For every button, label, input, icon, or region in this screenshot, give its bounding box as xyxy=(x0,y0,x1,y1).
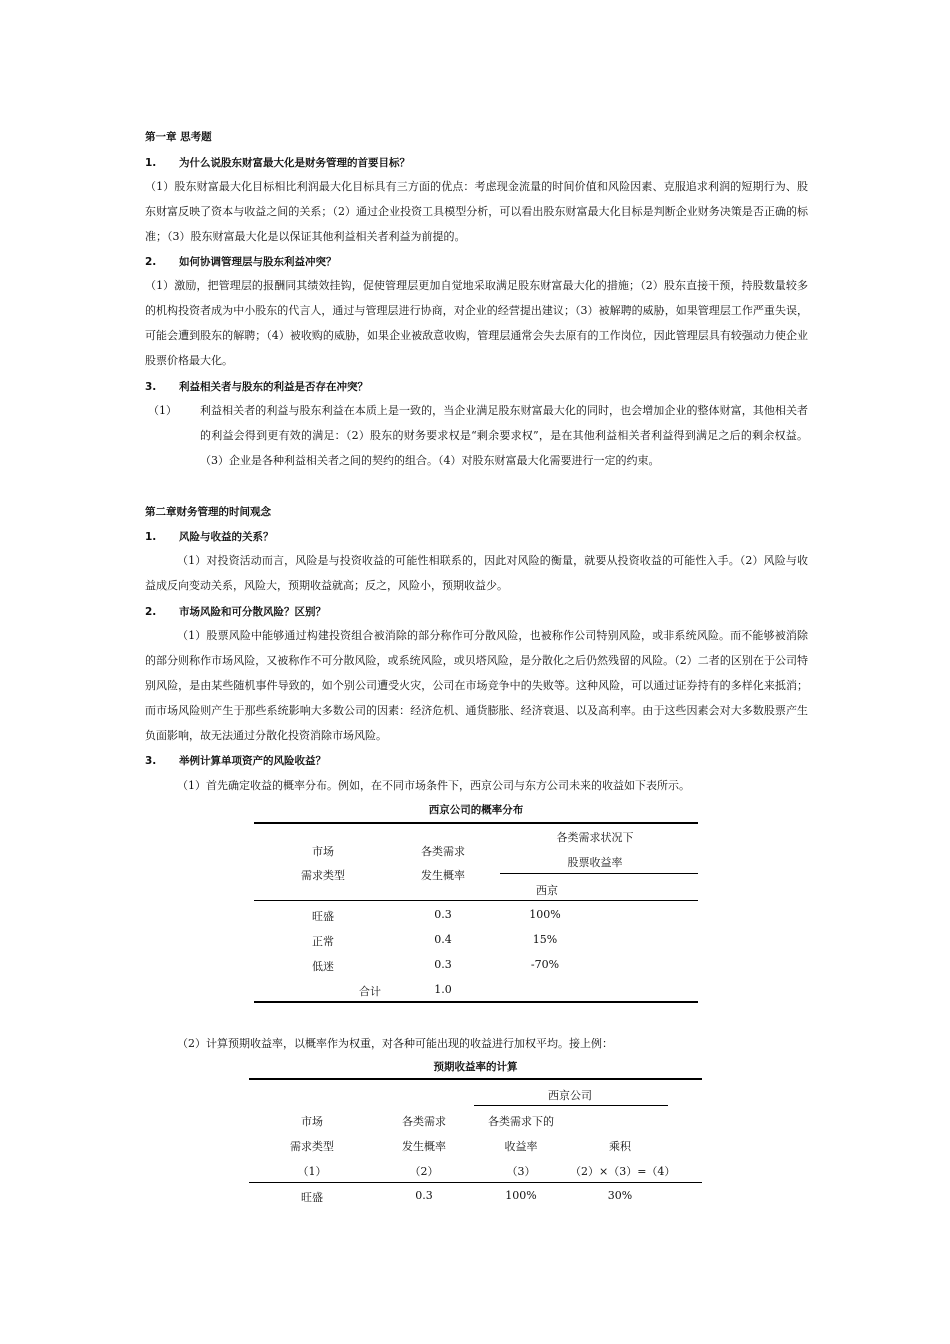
ch1-answer-1: （1）股东财富最大化目标相比利润最大化目标具有三方面的优点：考虑现金流量的时间价值和风险因素、克服追求利润的短期行为、股东财富反映了资本与收益之间的关系；（2）通过企业投资工具模型分析，可以看出股东财富最大化目标是判断企业财务决策是否正确的标准；（3）股东财富最大化是以保证其他利益相关者利益为前提的。 xyxy=(145,180,808,243)
t1-cell-ret: 15% xyxy=(532,933,558,946)
t2-header-rule xyxy=(249,1182,702,1183)
t2-cell-prod: 30% xyxy=(607,1189,633,1202)
ch2-step-1: （1）首先确定收益的概率分布。例如，在不同市场条件下，西京公司与东方公司未来的收益如下表所示。 xyxy=(177,779,690,792)
table-1-top-rule xyxy=(254,822,698,824)
t1-header-market-1: 市场 xyxy=(312,845,334,858)
t1-header-subrule xyxy=(500,873,698,874)
question-number: 1. xyxy=(145,531,157,543)
ch1-answer-2: （1）激励，把管理层的报酬同其绩效挂钩，促使管理层更加自觉地采取满足股东财富最大化的措施；（2）股东直接干预，持股数量较多的机构投资者成为中小股东的代言人，通过与管理层进行协商，对企业的经营提出建议；（3）被解聘的威胁，如果管理层工作严重失误，可能会遭到股东的解聘；（4）被收购的威胁，如果企业被敌意收购，管理层通常会失去原有的工作岗位，因此管理层具有较强动力使企业股票价格最大化。 xyxy=(145,279,808,367)
table-2-top-rule xyxy=(249,1078,702,1080)
t1-total-label: 合计 xyxy=(359,985,381,998)
t2-header-prod-2: （2）×（3）=（4） xyxy=(570,1165,676,1178)
t2-header-ret-3: （3） xyxy=(506,1165,536,1178)
t1-header-ret-2: 股票收益率 xyxy=(567,856,623,869)
t1-cell-type: 正常 xyxy=(312,935,334,948)
table-1-title: 西京公司的概率分布 xyxy=(428,804,524,816)
question-number: 3. xyxy=(145,755,157,767)
question-text: 如何协调管理层与股东利益冲突？ xyxy=(179,256,337,268)
table-2-title: 预期收益率的计算 xyxy=(433,1061,518,1073)
ch1-question-1 xyxy=(145,155,410,170)
t1-header-ret-1: 各类需求状况下 xyxy=(556,831,634,844)
t1-header-rule xyxy=(254,900,698,901)
ch2-question-2 xyxy=(145,604,326,619)
question-text: 风险与收益的关系？ xyxy=(179,531,274,543)
question-text: 为什么说股东财富最大化是财务管理的首要目标？ xyxy=(179,157,410,169)
question-text: 举例计算单项资产的风险收益？ xyxy=(179,755,326,767)
t2-header-prob-1: 各类需求 xyxy=(402,1115,446,1128)
t2-cell-type: 旺盛 xyxy=(301,1191,323,1204)
ch2-step-2: （2）计算预期收益率，以概率作为权重，对各种可能出现的收益进行加权平均。接上例： xyxy=(177,1037,613,1050)
chapter2-title: 第二章财务管理的时间观念 xyxy=(145,506,271,518)
t1-cell-prob: 0.3 xyxy=(434,958,452,971)
t2-header-ret-2: 收益率 xyxy=(504,1140,538,1153)
t1-cell-type: 旺盛 xyxy=(312,910,334,923)
t1-header-prob-1: 各类需求 xyxy=(421,845,465,858)
ch1-question-2 xyxy=(145,254,337,269)
t2-header-prob-2: 发生概率 xyxy=(402,1140,446,1153)
question-text: 利益相关者与股东的利益是否存在冲突？ xyxy=(179,381,368,393)
question-number: 3. xyxy=(145,381,157,393)
table-1-bottom-rule xyxy=(254,1001,698,1003)
t2-header-market-1: 市场 xyxy=(301,1115,323,1128)
t2-header-subrule xyxy=(474,1105,668,1106)
question-text: 市场风险和可分散风险？区别？ xyxy=(179,606,326,618)
ch1-answer-3-marker: （1） xyxy=(148,404,177,417)
t2-cell-ret: 100% xyxy=(505,1189,537,1202)
t1-header-market-2: 需求类型 xyxy=(301,869,345,882)
ch2-question-3 xyxy=(145,753,326,768)
question-number: 2. xyxy=(145,256,157,268)
t1-cell-prob: 0.4 xyxy=(434,933,452,946)
question-number: 2. xyxy=(145,606,157,618)
t1-cell-type: 低迷 xyxy=(312,960,334,973)
ch1-question-3 xyxy=(145,379,368,394)
t2-header-ret-1: 各类需求下的 xyxy=(488,1115,554,1128)
t2-header-prod-1: 乘积 xyxy=(609,1140,631,1153)
t2-header-market-2: 需求类型 xyxy=(290,1140,334,1153)
t1-header-prob-2: 发生概率 xyxy=(421,869,465,882)
t1-cell-ret: 100% xyxy=(529,908,561,921)
t2-header-prob-3: （2） xyxy=(409,1165,439,1178)
t1-cell-ret: -70% xyxy=(530,958,560,971)
t2-header-market-3: （1） xyxy=(297,1165,327,1178)
ch1-answer-3: 利益相关者的利益与股东利益在本质上是一致的，当企业满足股东财富最大化的同时，也会增加企业的整体财富，其他相关者的利益会得到更有效的满足：（2）股东的财务要求权是“剩余要求权”，是在其他利益相关者利益得到满足之后的剩余权益。（3）企业是各种利益相关者之间的契约的组合。（4）对股东财富最大化需要进行一定的约束。 xyxy=(200,404,808,467)
t2-cell-prob: 0.3 xyxy=(415,1189,433,1202)
question-number: 1. xyxy=(145,157,157,169)
ch2-question-1 xyxy=(145,529,274,544)
chapter1-title: 第一章 思考题 xyxy=(145,131,212,143)
ch2-answer-1: （1）对投资活动而言，风险是与投资收益的可能性相联系的，因此对风险的衡量，就要从投资收益的可能性入手。（2）风险与收益成反向变动关系，风险大，预期收益就高；反之，风险小，预期收益少。 xyxy=(145,554,808,592)
t1-cell-prob: 0.3 xyxy=(434,908,452,921)
t1-header-sub: 西京 xyxy=(536,884,558,897)
t2-header-company: 西京公司 xyxy=(548,1089,592,1102)
ch2-answer-2: （1）股票风险中能够通过构建投资组合被消除的部分称作可分散风险，也被称作公司特别风险，或非系统风险。而不能够被消除的部分则称作市场风险，又被称作不可分散风险，或系统风险，或贝塔风险，是分散化之后仍然残留的风险。（2）二者的区别在于公司特别风险，是由某些随机事件导致的，如个别公司遭受火灾，公司在市场竞争中的失败等。这种风险，可以通过证券持有的多样化来抵消；而市场风险则产生于那些系统影响大多数公司的因素：经济危机、通货膨胀、经济衰退、以及高利率。由于这些因素会对大多数股票产生负面影响，故无法通过分散化投资消除市场风险。 xyxy=(145,629,808,742)
t1-total-prob: 1.0 xyxy=(434,983,452,996)
